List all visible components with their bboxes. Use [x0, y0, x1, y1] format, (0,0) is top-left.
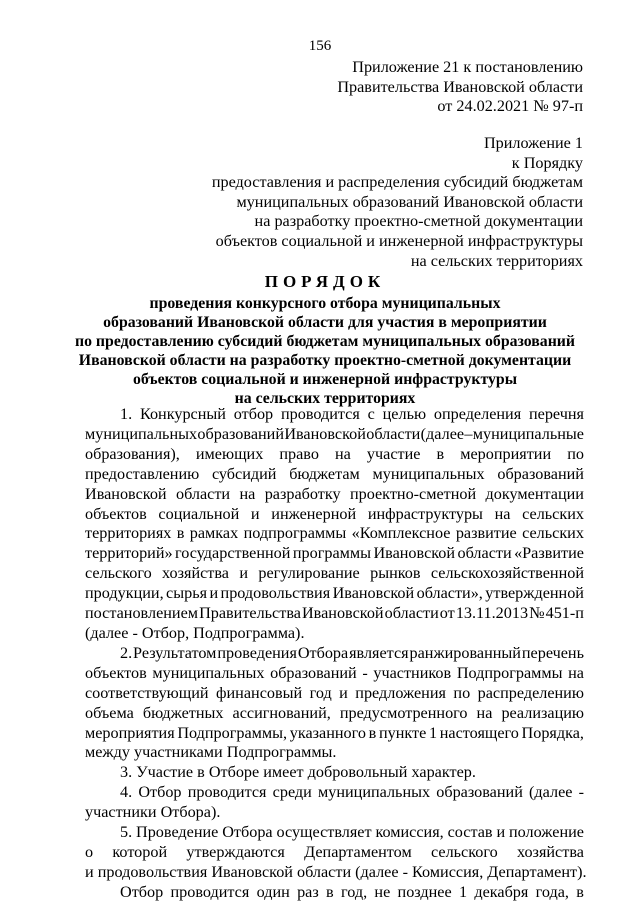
- paragraph-6: [85, 883, 584, 903]
- text-line: продукции, сырья и продовольствия Ивановской области», утвержденной: [85, 584, 584, 603]
- text-line: 3. Участие в Отборе имеет добровольный характер.: [120, 763, 476, 782]
- document-title: ПОРЯДОК: [264, 272, 386, 291]
- subtitle-line: проведения конкурсного отбора муниципальных: [149, 295, 501, 312]
- paragraph-2: [85, 644, 584, 763]
- text-line: сельского хозяйства и регулирование рынков сельскохозяйственной: [85, 564, 584, 583]
- document-subtitle: [60, 294, 590, 409]
- text-line: предоставлению субсидий бюджетам муниципальных образований: [85, 464, 584, 483]
- paragraph-1: [85, 405, 584, 644]
- text-line: постановлением Правительства Ивановской области от 13.11.2013 № 451-п: [85, 604, 584, 623]
- paragraph-5: [85, 823, 587, 883]
- text-line: между участниками Подпрограммы.: [85, 743, 337, 762]
- appendix-inner-line: к Порядку: [511, 153, 583, 172]
- text-line: 4. Отбор проводится среди муниципальных образований (далее -: [120, 783, 584, 802]
- text-line: территориях в рамках подпрограммы «Комплексное развитие сельских: [85, 524, 584, 543]
- text-line: 2. Результатом проведения Отбора является ранжированный перечень: [120, 643, 584, 662]
- appendix-inner-line: на разработку проектно-сметной документации: [254, 212, 583, 231]
- page-number: 156: [308, 38, 332, 54]
- subtitle-line: по предоставлению субсидий бюджетам муниципальных образований: [74, 333, 575, 351]
- text-line: 5. Проведение Отбора осуществляет комиссия, состав и положение: [120, 823, 584, 842]
- subtitle-line: образований Ивановской области для участия в мероприятии: [103, 314, 547, 332]
- appendix-top-line: от 24.02.2021 № 97-п: [437, 97, 583, 116]
- text-line: и продовольствия Ивановской области (далее - Комиссия, Департамент).: [85, 862, 587, 881]
- appendix-inner-line: предоставления и распределения субсидий бюджетам: [211, 173, 583, 192]
- text-line: объектов муниципальных образований - участников Подпрограммы на: [85, 663, 584, 682]
- text-line: Отбор проводится один раз в год, не позднее 1 декабря года, в: [120, 882, 584, 901]
- text-line: мероприятия Подпрограммы, указанного в пункте 1 настоящего Порядка,: [85, 723, 584, 742]
- appendix-inner-line: на сельских территориях: [410, 251, 583, 270]
- document-title-block: [60, 270, 590, 409]
- text-line: 1. Конкурсный отбор проводится с целью определения перечня: [120, 405, 584, 423]
- text-line: объема бюджетных ассигнований, предусмотренного на реализацию: [85, 703, 584, 722]
- text-line: территорий» государственной программы Ивановской области «Развитие: [85, 544, 584, 563]
- paragraph-4: [85, 783, 584, 823]
- appendix-inner-line: Приложение 1: [483, 134, 583, 152]
- subtitle-line: объектов социальной и инженерной инфраструктуры: [132, 371, 518, 389]
- appendix-header-inner: [212, 134, 583, 271]
- subtitle-line: Ивановской области на разработку проектно-сметной документации: [78, 352, 572, 370]
- text-line: образования), имеющих право на участие в мероприятии по: [85, 444, 584, 463]
- paragraph-3: [85, 763, 584, 783]
- appendix-header-top: [337, 58, 583, 117]
- appendix-inner-line: объектов социальной и инженерной инфраструктуры: [215, 231, 583, 250]
- appendix-top-line: Правительства Ивановской области: [337, 77, 583, 96]
- text-line: объектов социальной и инженерной инфраструктуры на сельских: [85, 504, 584, 523]
- text-line: о которой утверждаются Департаментом сельского хозяйства: [85, 842, 584, 861]
- text-line: муниципальных образований Ивановской области (далее – муниципальные: [85, 424, 584, 443]
- document-body: [85, 405, 587, 903]
- appendix-top-line: Приложение 21 к постановлению: [352, 58, 583, 76]
- appendix-inner-line: муниципальных образований Ивановской области: [236, 192, 583, 211]
- text-line: (далее - Отбор, Подпрограмма).: [85, 623, 305, 642]
- text-line: соответствующий финансовый год и предложения по распределению: [85, 683, 584, 702]
- text-line: участники Отбора).: [85, 803, 221, 822]
- text-line: Ивановской области на разработку проектно-сметной документации: [85, 484, 584, 503]
- subtitle-line: на сельских территориях: [234, 390, 416, 408]
